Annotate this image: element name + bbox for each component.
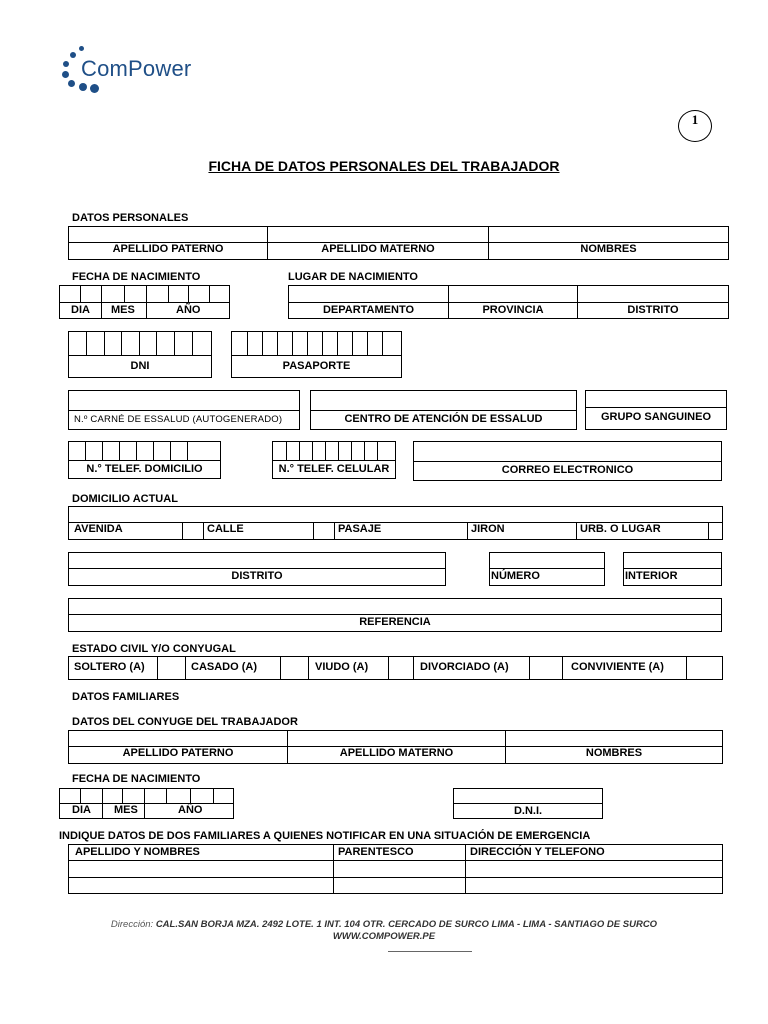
estado-civil-table [68,656,723,680]
section-domicilio-actual: DOMICILIO ACTUAL [72,493,178,505]
col-apellido-nombres: APELLIDO Y NOMBRES [75,846,200,858]
footer-address-label: Dirección: [110,919,154,930]
referencia-box [68,598,722,632]
label-calle: CALLE [207,523,244,535]
col-parentesco: PARENTESCO [338,846,414,858]
section-datos-personales: DATOS PERSONALES [72,212,189,224]
correo-box [413,441,722,481]
numero-box [489,552,605,586]
section-lugar-nacimiento: LUGAR DE NACIMIENTO [288,271,418,283]
grupo-sanguineo-box [585,390,727,430]
conyuge-label-anio: AÑO [178,804,203,816]
conyuge-fecha-boxes [59,788,234,819]
section-conyuge-fecha-nacimiento: FECHA DE NACIMIENTO [72,773,201,785]
telef-celular-box [272,441,396,479]
label-avenida: AVENIDA [74,523,123,535]
label-numero: NÚMERO [491,570,540,582]
centro-essalud-box [310,390,577,430]
pasaporte-box [231,331,402,378]
conyuge-apellido-materno: APELLIDO MATERNO [339,747,454,759]
option-conviviente: CONVIVIENTE (A) [571,661,664,673]
section-datos-familiares: DATOS FAMILIARES [72,691,180,703]
logo-dot [68,80,75,87]
label-anio: AÑO [176,304,201,316]
logo-dot [90,84,99,93]
logo-dot [62,71,69,78]
section-datos-conyuge: DATOS DEL CONYUGE DEL TRABAJADOR [72,716,298,728]
section-emergencia: INDIQUE DATOS DE DOS FAMILIARES A QUIENES NOTIFICAR EN UNA SITUACIÓN DE EMERGENCIA [59,830,591,842]
conyuge-table [68,730,723,764]
distrito-box [68,552,446,586]
label-referencia: REFERENCIA [359,616,431,628]
conyuge-apellido-paterno: APELLIDO PATERNO [122,747,234,759]
option-soltero: SOLTERO (A) [74,661,145,673]
logo-dot [79,83,87,91]
footer-website [0,931,768,942]
col-apellido-paterno: APELLIDO PATERNO [112,243,224,255]
logo-dot [70,52,76,58]
col-provincia: PROVINCIA [482,304,544,316]
logo-dot [63,61,69,67]
option-viudo: VIUDO (A) [315,661,369,673]
conyuge-nombres: NOMBRES [585,747,643,759]
footer-web-prefix: WWW. [332,931,362,942]
footer-address [0,919,768,930]
label-grupo-sanguineo: GRUPO SANGUINEO [600,411,711,423]
datos-personales-table [68,226,729,260]
footer-web-domain: COMPOWER.PE [361,931,436,942]
label-urb-lugar: URB. O LUGAR [580,523,661,535]
domicilio-table [68,506,723,540]
label-centro-essalud: CENTRO DE ATENCIÓN DE ESSALUD [344,413,543,425]
lugar-nacimiento-table [288,285,729,319]
col-nombres: NOMBRES [580,243,637,255]
label-correo: CORREO ELECTRONICO [501,464,634,476]
dni-box [68,331,212,378]
emergencia-table [68,844,723,894]
label-distrito: DISTRITO [231,570,283,582]
label-pasaporte: PASAPORTE [282,360,351,372]
label-carne-essalud: N.º CARNÉ DE ESSALUD (AUTOGENERADO) [74,414,283,425]
col-apellido-materno: APELLIDO MATERNO [321,243,435,255]
label-pasaje: PASAJE [338,523,382,535]
label-dia: DIA [71,304,90,316]
label-interior: INTERIOR [625,570,678,582]
page-number: 1 [678,110,712,142]
interior-box [623,552,722,586]
conyuge-label-dni: D.N.I. [513,805,543,817]
option-casado: CASADO (A) [191,661,257,673]
conyuge-dni-box [453,788,603,819]
brand-name: ComPower [81,56,192,81]
label-mes: MES [111,304,135,316]
option-divorciado: DIVORCIADO (A) [420,661,509,673]
col-distrito: DISTRITO [627,304,679,316]
telef-domicilio-box [68,441,221,479]
carne-essalud-box [68,390,300,430]
logo-dot [79,46,84,51]
section-fecha-nacimiento: FECHA DE NACIMIENTO [72,271,201,283]
col-departamento: DEPARTAMENTO [322,304,415,316]
conyuge-label-mes: MES [114,804,138,816]
footer-divider [388,951,472,952]
label-telef-celular: N.° TELEF. CELULAR [278,463,390,475]
footer-address-text: CAL.SAN BORJA MZA. 2492 LOTE. 1 INT. 104 OTR. CERCADO DE SURCO LIMA - LIMA - SANTIAGO DE SURCO [155,919,658,930]
section-estado-civil: ESTADO CIVIL Y/O CONYUGAL [72,643,236,655]
col-direccion-telefono: DIRECCIÓN Y TELEFONO [470,846,605,858]
label-dni: DNI [130,360,150,372]
label-telef-domicilio: N.° TELEF. DOMICILIO [86,463,203,475]
label-jiron: JIRON [471,523,505,535]
page-title: FICHA DE DATOS PERSONALES DEL TRABAJADOR [208,158,560,174]
fecha-nacimiento-boxes [59,285,230,319]
conyuge-label-dia: DIA [72,804,91,816]
